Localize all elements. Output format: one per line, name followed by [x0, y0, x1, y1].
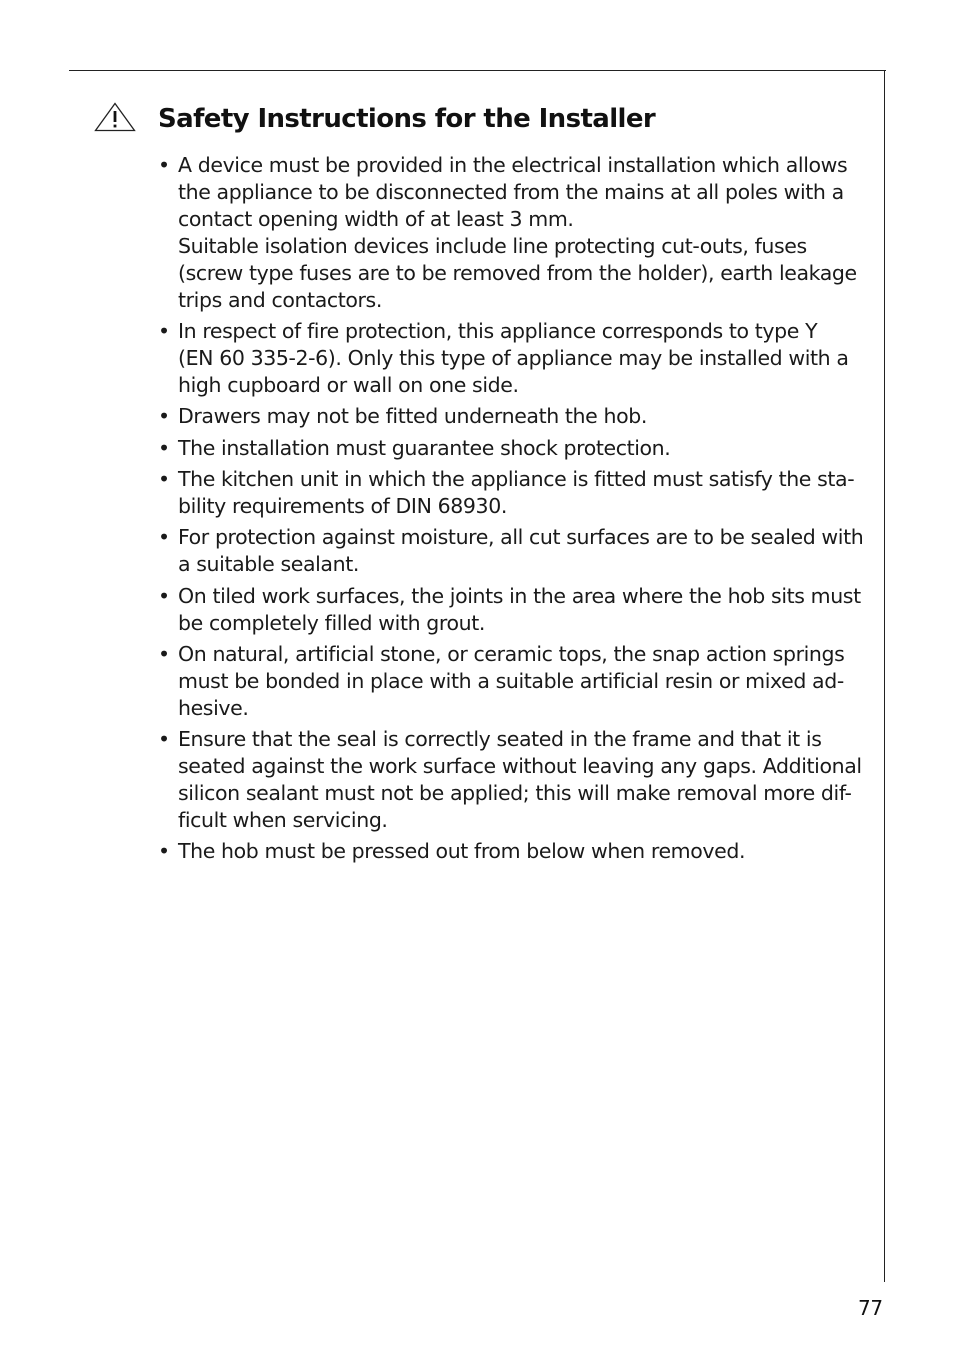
list-item-text-line: The kitchen unit in which the appliance is fitted must satisfy the sta-: [178, 466, 855, 491]
list-item-text-line: For protection against moisture, all cut surfaces are to be sealed with: [178, 525, 864, 550]
right-border-rule: [884, 70, 885, 1282]
top-border-rule: [69, 70, 886, 71]
list-item-text-line: The installation must guarantee shock protection.: [178, 435, 671, 460]
bullet-icon: •: [158, 727, 170, 752]
list-item-text-line: ficult when servicing.: [178, 807, 388, 832]
list-item-text-line: On tiled work surfaces, the joints in the area where the hob sits must: [178, 583, 861, 608]
list-item: [158, 466, 858, 520]
list-item-text-line: Ensure that the seal is correctly seated in the frame and that it is: [178, 727, 822, 752]
list-item-text-line: silicon sealant must not be applied; this will make removal more dif-: [178, 780, 852, 805]
bullet-icon: •: [158, 404, 170, 429]
list-item-text-line: be completely filled with grout.: [178, 610, 485, 635]
page-number: 77: [858, 1296, 883, 1320]
list-item-text-line: In respect of fire protection, this appliance corresponds to type Y: [178, 318, 818, 343]
page-title: Safety Instructions for the Installer: [158, 104, 656, 134]
bullet-icon: •: [158, 525, 170, 550]
list-item-text-line: high cupboard or wall on one side.: [178, 372, 519, 397]
list-item-text-line: must be bonded in place with a suitable artificial resin or mixed ad-: [178, 668, 844, 693]
list-item-text-line: bility requirements of DIN 68930.: [178, 493, 507, 518]
list-item-text-line: contact opening width of at least 3 mm.: [178, 206, 574, 231]
warning-triangle-icon: [94, 102, 136, 132]
list-item: [158, 403, 858, 430]
list-item-text-line: Suitable isolation devices include line protecting cut-outs, fuses: [178, 233, 807, 258]
bullet-icon: •: [158, 466, 170, 491]
list-item: [158, 583, 861, 637]
list-item-text-line: A device must be provided in the electrical installation which allows: [178, 153, 848, 177]
bullet-icon: •: [158, 641, 170, 666]
bullet-icon: •: [158, 839, 170, 864]
list-item: [158, 524, 864, 578]
list-item: [158, 152, 858, 313]
list-item-text-line: Drawers may not be fitted underneath the hob.: [178, 404, 647, 429]
list-item: [158, 318, 858, 399]
list-item-text-line: seated against the work surface without leaving any gaps. Additional: [178, 754, 862, 779]
list-item-text-line: (screw type fuses are to be removed from the holder), earth leakage: [178, 260, 857, 285]
list-item: [158, 435, 858, 462]
list-item-text-line: On natural, artificial stone, or ceramic tops, the snap action springs: [178, 641, 845, 666]
bullet-icon: •: [158, 318, 170, 343]
bullet-icon: •: [158, 153, 170, 177]
list-item-text-line: The hob must be pressed out from below when removed.: [178, 839, 746, 864]
list-item-text-line: the appliance to be disconnected from the mains at all poles with a: [178, 179, 844, 204]
list-item-text-line: hesive.: [178, 695, 249, 720]
list-item: [158, 726, 862, 834]
list-item-text-line: trips and contactors.: [178, 287, 382, 312]
list-item-text-line: (EN 60 335-2-6). Only this type of appliance may be installed with a: [178, 345, 849, 370]
safety-instructions-list: [158, 152, 864, 870]
bullet-icon: •: [158, 435, 170, 460]
list-item: [158, 641, 858, 722]
list-item-text-line: a suitable sealant.: [178, 552, 359, 577]
list-item: [158, 838, 858, 865]
bullet-icon: •: [158, 583, 170, 608]
